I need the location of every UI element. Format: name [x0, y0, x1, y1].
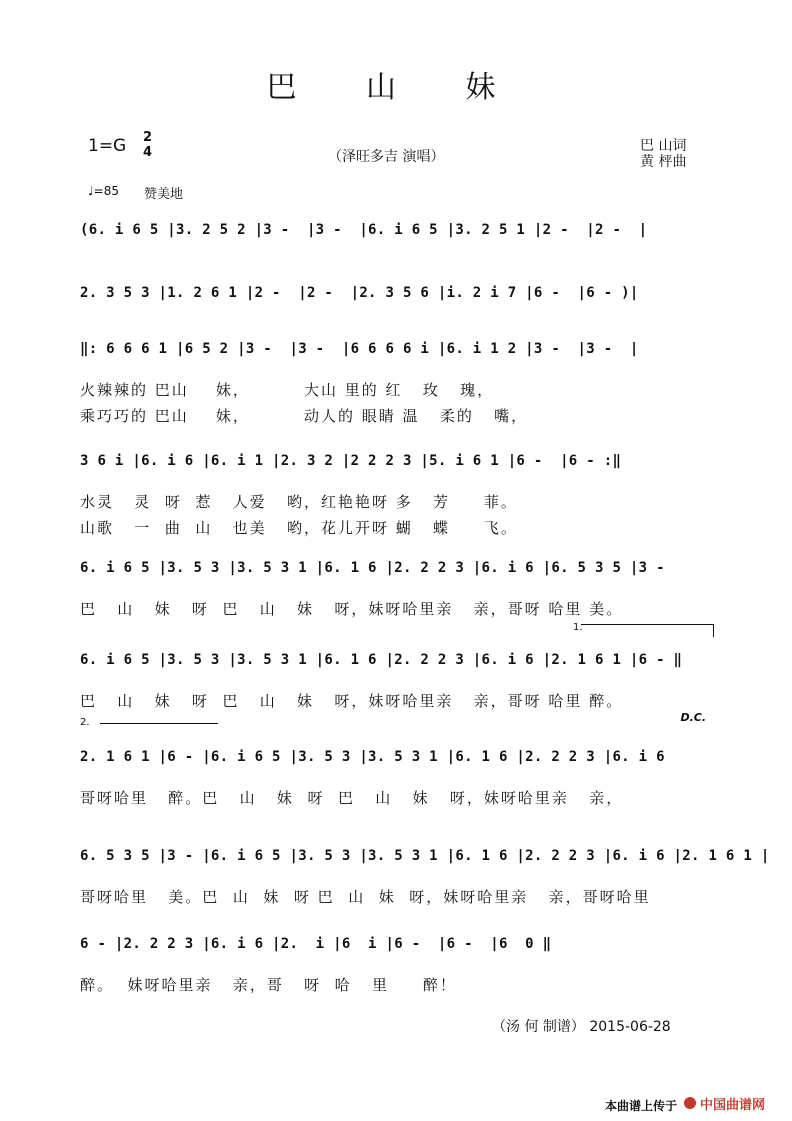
- score-row-notes: 3 6 i |6. i 6 |6. i 1 |2. 3 2 |2 2 2 3 |5. i 6 1 |6 - |6 - :‖: [80, 453, 622, 469]
- score-row-notes: (6. i 6 5 |3. 2 5 2 |3 - |3 - |6. i 6 5 |3. 2 5 1 |2 - |2 - |: [80, 222, 648, 238]
- volta-2-label: 2.: [80, 717, 90, 728]
- site-logo[interactable]: 中国曲谱网: [700, 1098, 766, 1113]
- volta-2-bracket: [100, 723, 218, 725]
- time-signature: [143, 130, 152, 160]
- score-row-lyrics: 哥呀哈里 美。巴 山 妹 呀 巴 山 妹 呀，妹呀哈里亲 亲，哥呀哈里: [80, 888, 651, 906]
- credits: [640, 138, 686, 170]
- volta-1-bracket: [581, 624, 714, 637]
- volta-1-label: 1.: [573, 622, 583, 633]
- score-row-notes: 2. 3 5 3 |1. 2 6 1 |2 - |2 - |2. 3 5 6 |i. 2 i 7 |6 - |6 - )|: [80, 285, 639, 301]
- transcriber-credit: （汤 何 制谱） 2015-06-28: [492, 1019, 671, 1035]
- tempo-marking: ♩=85: [88, 184, 119, 198]
- key-signature: 1=G: [88, 136, 127, 156]
- time-signature-top: 2: [143, 130, 153, 145]
- score-row-lyrics: 醉。 妹呀哈里亲 亲，哥 呀 哈 里 醉！: [80, 976, 457, 994]
- page-title: 巴 山 妹: [266, 70, 526, 105]
- score-row-notes: 6. i 6 5 |3. 5 3 |3. 5 3 1 |6. 1 6 |2. 2 2 3 |6. i 6 |6. 5 3 5 |3 -: [80, 560, 665, 576]
- composer-credit: 黄 枰曲: [640, 154, 687, 170]
- score-row-notes: ‖: 6 6 6 1 |6 5 2 |3 - |3 - |6 6 6 6 i |6. i 1 2 |3 - |3 - |: [80, 341, 639, 357]
- site-logo-icon: [684, 1097, 696, 1109]
- score-row-notes: 6. i 6 5 |3. 5 3 |3. 5 3 1 |6. 1 6 |2. 2 2 3 |6. i 6 |2. 1 6 1 |6 - ‖: [80, 652, 683, 668]
- score-row-lyrics: 火辣辣的 巴山 妹， 大山 里的 红 玫 瑰，: [80, 381, 495, 399]
- score-row-lyrics: 水灵 灵 呀 惹 人爱 哟，红艳艳呀 多 芳 菲。: [80, 493, 518, 511]
- upload-note: 本曲谱上传于: [605, 1099, 678, 1113]
- time-signature-bottom: 4: [143, 145, 153, 160]
- score-row-notes: 6 - |2. 2 2 3 |6. i 6 |2. i |6 i |6 - |6 - |6 0 ‖: [80, 936, 552, 952]
- score-row-lyrics: 巴 山 妹 呀 巴 山 妹 呀，妹呀哈里亲 亲，哥呀 哈里 美。: [80, 600, 624, 618]
- lyricist-credit: 巴 山词: [640, 138, 687, 154]
- score-row-lyrics: 巴 山 妹 呀 巴 山 妹 呀，妹呀哈里亲 亲，哥呀 哈里 醉。: [80, 692, 624, 710]
- da-capo-marking: D.C.: [680, 711, 706, 724]
- score-row-notes: 6. 5 3 5 |3 - |6. i 6 5 |3. 5 3 |3. 5 3 1 |6. 1 6 |2. 2 2 3 |6. i 6 |2. 1 6 1 |: [80, 848, 770, 864]
- score-row-notes: 2. 1 6 1 |6 - |6. i 6 5 |3. 5 3 |3. 5 3 1 |6. 1 6 |2. 2 2 3 |6. i 6: [80, 749, 665, 765]
- singer-credit: （泽旺多吉 演唱）: [328, 149, 445, 165]
- score-row-lyrics: 乘巧巧的 巴山 妹， 动人的 眼睛 温 柔的 嘴，: [80, 407, 529, 425]
- score-row-lyrics: 哥呀哈里 醉。巴 山 妹 呀 巴 山 妹 呀，妹呀哈里亲 亲，: [80, 789, 624, 807]
- expression-marking: 赞美地: [144, 187, 184, 202]
- score-row-lyrics: 山歌 一 曲 山 也美 哟，花儿开呀 蝴 蝶 飞。: [80, 519, 518, 537]
